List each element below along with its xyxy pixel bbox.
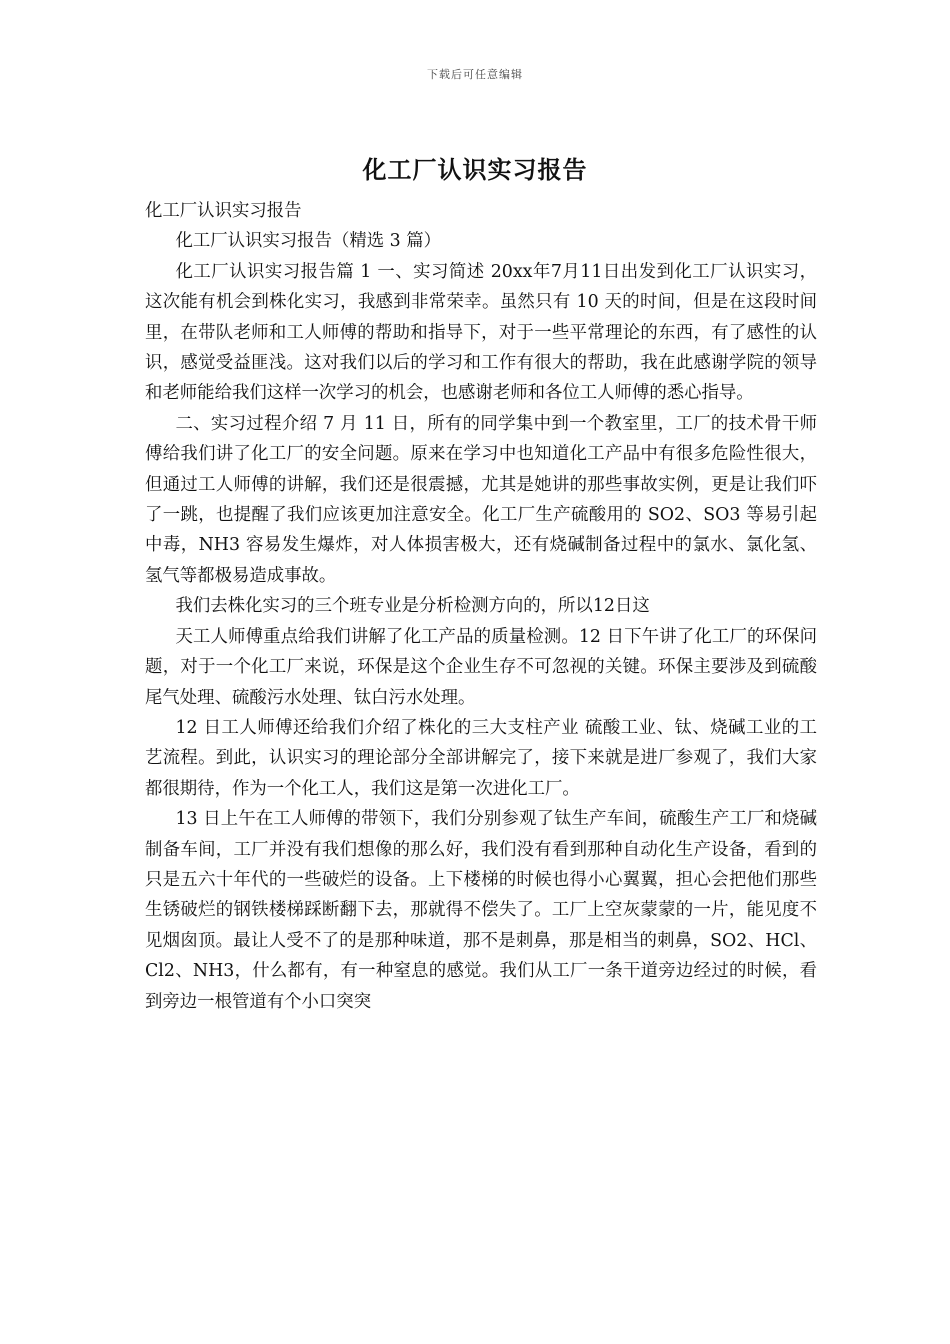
paragraph-intro: 化工厂认识实习报告篇 1 一、实习简述 20xx年7月11日出发到化工厂认识实习，这次能有机会到株化实习，我感到非常荣幸。虽然只有 10 天的时间，但是在这段时间里，在带队老师和工人师傅的帮助和指导下，对于一些平常理论的东西，有了感性的认识，感觉受益匪浅。这对我们以后的学习和工作有很大的帮助，我在此感谢学院的领导和老师能给我们这样一次学习的机会，也感谢老师和各位工人师傅的悉心指导。 <box>145 261 817 404</box>
paragraph-quality-check: 天工人师傅重点给我们讲解了化工产品的质量检测。12 日下午讲了化工厂的环保问题，对于一个化工厂来说，环保是这个企业生存不可忽视的关键。环保主要涉及到硫酸尾气处理、硫酸污水处理、钛白污水处理。 <box>145 626 817 708</box>
document-body <box>145 196 817 1017</box>
paragraph-industries: 12 日工人师傅还给我们介绍了株化的三大支柱产业 硫酸工业、钛、烧碱工业的工艺流程。到此，认识实习的理论部分全部讲解完了，接下来就是进厂参观了，我们大家都很期待，作为一个化工人，我们这是第一次进化工厂。 <box>145 717 817 799</box>
paragraph-subtitle: 化工厂认识实习报告 <box>145 201 302 221</box>
paragraph-process: 二、实习过程介绍 7 月 11 日，所有的同学集中到一个教室里，工厂的技术骨干师傅给我们讲了化工厂的安全问题。原来在学习中也知道化工产品中有很多危险性很大，但通过工人师傅的讲解，我们还是很震撼，尤其是她讲的那些事故实例，更是让我们吓了一跳，也提醒了我们应该更加注意安全。化工厂生产硫酸用的 SO2、SO3 等易引起中毒，NH3 容易发生爆炸，对人体损害极大，还有烧碱制备过程中的氯水、氯化氢、氢气等都极易造成事故。 <box>145 413 817 586</box>
paragraph-selection-note: 化工厂认识实习报告（精选 3 篇） <box>175 231 442 252</box>
page-header-note: 下载后可任意编辑 <box>427 68 523 81</box>
document-title: 化工厂认识实习报告 <box>362 155 588 184</box>
paragraph-factory-visit: 13 日上午在工人师傅的带领下，我们分别参观了钛生产车间，硫酸生产工厂和烧碱制备车间，工厂并没有我们想像的那么好，我们没有看到那种自动化生产设备，看到的只是五六十年代的一些破烂的设备。上下楼梯的时候也得小心翼翼，担心会把他们那些生锈破烂的钢铁楼梯踩断翻下去，那就得不偿失了。工厂上空灰蒙蒙的一片，能见度不见烟囱顶。最让人受不了的是那种味道，那不是刺鼻，那是相当的刺鼻，SO2、HCl、Cl2、NH3，什么都有，有一种窒息的感觉。我们从工厂一条干道旁边经过的时候，看到旁边一根管道有个小口突突 <box>145 809 817 1012</box>
paragraph-class-note: 我们去株化实习的三个班专业是分析检测方向的，所以12日这 <box>175 596 650 617</box>
